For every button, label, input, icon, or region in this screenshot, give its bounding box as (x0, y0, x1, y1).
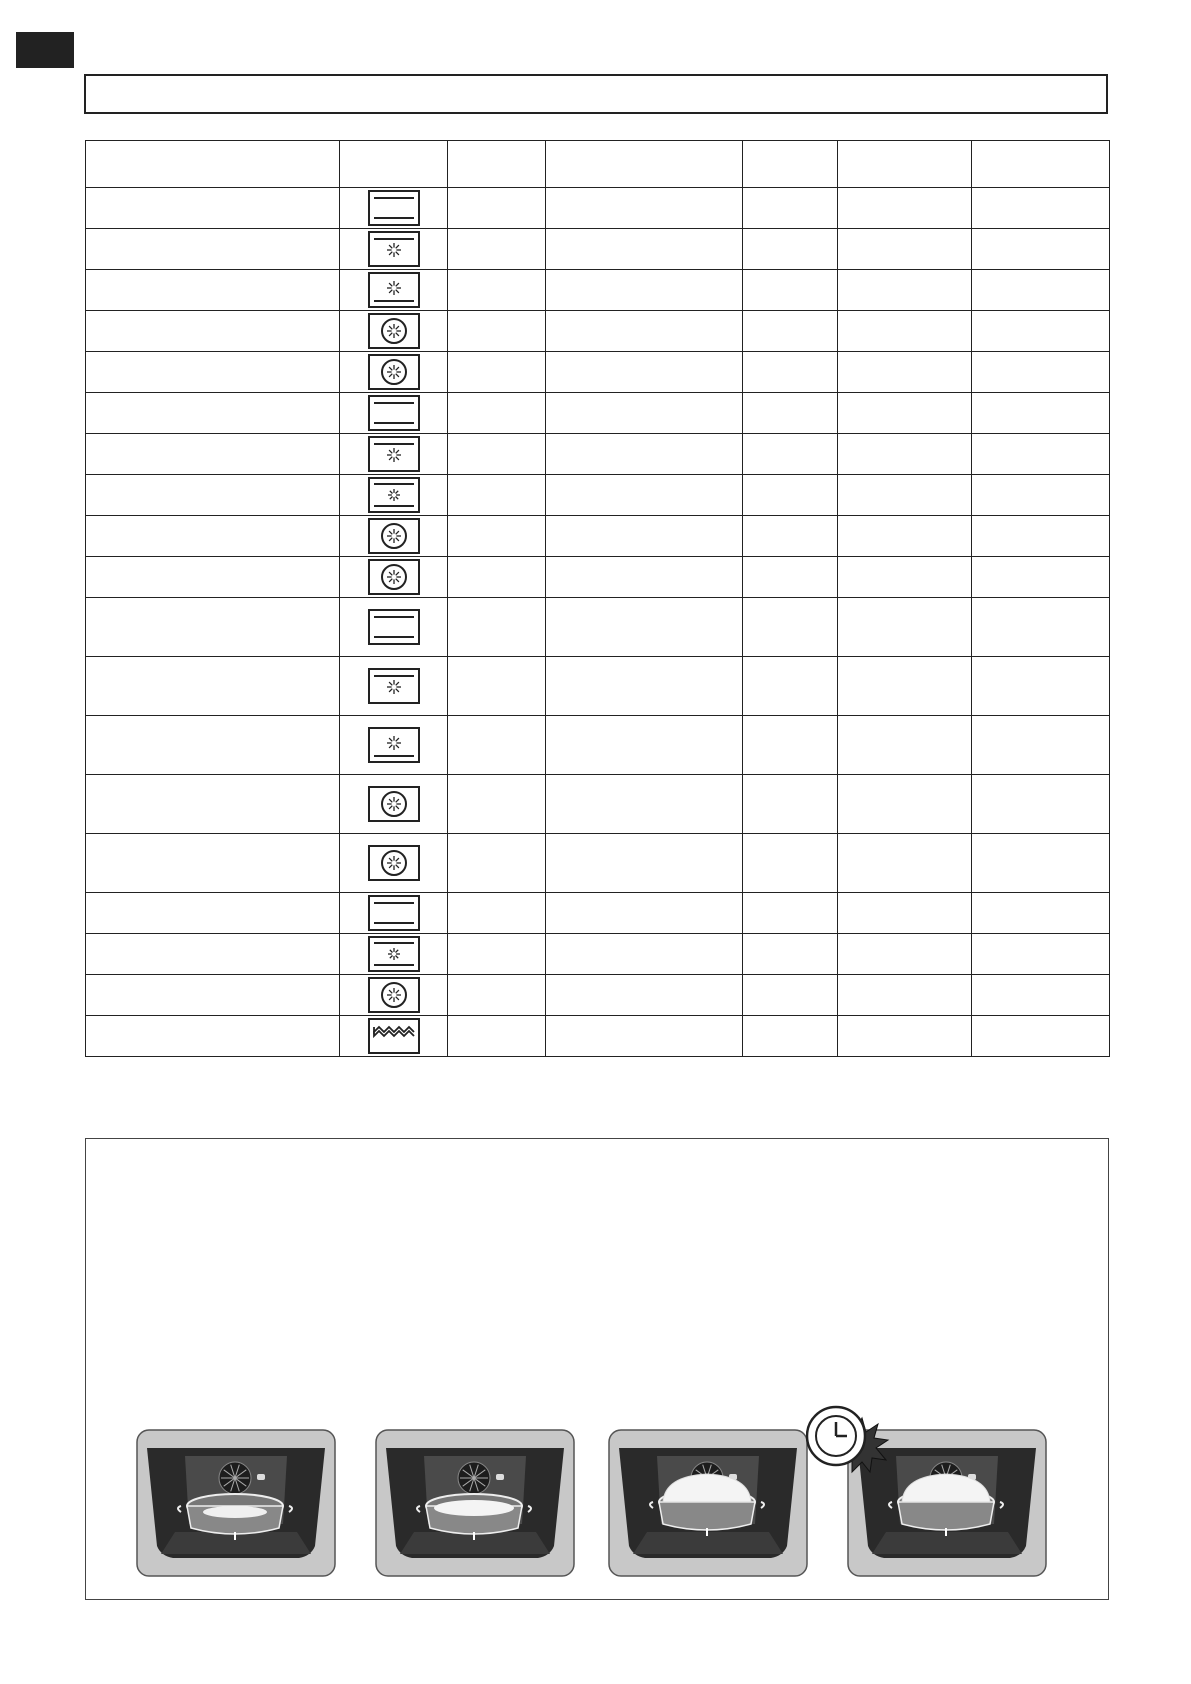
table-cell (838, 775, 972, 834)
cooking-table (85, 140, 1110, 1057)
column-header (972, 141, 1110, 188)
table-cell (743, 270, 838, 311)
table-cell (972, 393, 1110, 434)
table-cell (972, 716, 1110, 775)
table-cell (838, 270, 972, 311)
table-cell (448, 229, 546, 270)
table-cell (546, 834, 743, 893)
table-cell (86, 475, 340, 516)
table-cell (838, 598, 972, 657)
table-cell (743, 975, 838, 1016)
heating-mode-cell (340, 188, 448, 229)
table-row (86, 598, 1110, 657)
heating-mode-cell (340, 975, 448, 1016)
table-cell (838, 834, 972, 893)
table-cell (86, 557, 340, 598)
heating-mode-cell (340, 311, 448, 352)
table-cell (838, 352, 972, 393)
table-cell (546, 311, 743, 352)
table-cell (743, 475, 838, 516)
column-header (743, 141, 838, 188)
table-cell (86, 270, 340, 311)
fan-ring-icon (368, 559, 420, 595)
table-row (86, 434, 1110, 475)
table-cell (838, 188, 972, 229)
column-header (86, 141, 340, 188)
table-cell (546, 270, 743, 311)
heating-mode-cell (340, 775, 448, 834)
table-cell (838, 657, 972, 716)
table-cell (972, 893, 1110, 934)
table-cell (448, 834, 546, 893)
table-cell (86, 516, 340, 557)
table-cell (546, 188, 743, 229)
table-cell (972, 657, 1110, 716)
heating-mode-cell (340, 1016, 448, 1057)
table-cell (448, 434, 546, 475)
heating-mode-cell (340, 270, 448, 311)
table-cell (838, 393, 972, 434)
table-cell (86, 229, 340, 270)
table-cell (743, 716, 838, 775)
table-cell (972, 311, 1110, 352)
table-row (86, 475, 1110, 516)
table-cell (86, 716, 340, 775)
table-row (86, 1016, 1110, 1057)
table-cell (838, 716, 972, 775)
table-cell (972, 598, 1110, 657)
table-cell (86, 393, 340, 434)
heating-mode-cell (340, 598, 448, 657)
section-title-box (84, 74, 1108, 114)
table-cell (838, 934, 972, 975)
table-row (86, 270, 1110, 311)
table-row (86, 557, 1110, 598)
table-cell (546, 229, 743, 270)
table-cell (838, 434, 972, 475)
oven-step-3-illustration (607, 1428, 809, 1578)
table-cell (743, 352, 838, 393)
table-cell (448, 188, 546, 229)
fan-ring-icon (368, 313, 420, 349)
heating-mode-cell (340, 516, 448, 557)
oven-step-1-illustration (135, 1428, 337, 1578)
table-cell (86, 775, 340, 834)
heating-mode-cell (340, 434, 448, 475)
table-cell (546, 657, 743, 716)
top-bottom-fan-heat-icon (368, 936, 420, 972)
table-cell (86, 975, 340, 1016)
heating-mode-cell (340, 352, 448, 393)
grill-icon (368, 1018, 420, 1054)
table-row (86, 893, 1110, 934)
table-cell (448, 775, 546, 834)
table-cell (972, 188, 1110, 229)
heating-mode-cell (340, 934, 448, 975)
top-fan-heat-icon (368, 668, 420, 704)
table-cell (448, 270, 546, 311)
table-cell (86, 893, 340, 934)
table-cell (743, 516, 838, 557)
table-cell (743, 311, 838, 352)
table-cell (448, 657, 546, 716)
top-bottom-heat-icon (368, 190, 420, 226)
table-cell (743, 657, 838, 716)
top-bottom-heat-icon (368, 395, 420, 431)
table-cell (972, 934, 1110, 975)
table-cell (546, 475, 743, 516)
table-cell (448, 475, 546, 516)
table-cell (743, 434, 838, 475)
table-row (86, 657, 1110, 716)
table-cell (743, 834, 838, 893)
table-cell (838, 1016, 972, 1057)
table-cell (448, 1016, 546, 1057)
table-cell (86, 434, 340, 475)
top-bottom-heat-icon (368, 895, 420, 931)
table-cell (743, 393, 838, 434)
table-cell (743, 188, 838, 229)
heating-mode-cell (340, 834, 448, 893)
fan-ring-icon (368, 518, 420, 554)
table-row (86, 516, 1110, 557)
table-cell (448, 352, 546, 393)
table-cell (86, 311, 340, 352)
table-cell (743, 934, 838, 975)
table-cell (972, 516, 1110, 557)
table-cell (448, 311, 546, 352)
table-cell (972, 557, 1110, 598)
top-bottom-heat-icon (368, 609, 420, 645)
column-header (448, 141, 546, 188)
table-cell (448, 893, 546, 934)
table-cell (546, 975, 743, 1016)
table-cell (448, 934, 546, 975)
table-cell (448, 716, 546, 775)
table-cell (546, 516, 743, 557)
table-cell (743, 1016, 838, 1057)
column-header (340, 141, 448, 188)
table-cell (743, 775, 838, 834)
table-cell (972, 270, 1110, 311)
table-row (86, 934, 1110, 975)
heating-mode-cell (340, 557, 448, 598)
heating-mode-cell (340, 475, 448, 516)
table-cell (86, 352, 340, 393)
table-cell (546, 352, 743, 393)
table-row (86, 716, 1110, 775)
table-row (86, 975, 1110, 1016)
table-row (86, 775, 1110, 834)
heating-mode-cell (340, 716, 448, 775)
fan-ring-icon (368, 786, 420, 822)
table-header-row (86, 141, 1110, 188)
table-row (86, 393, 1110, 434)
table-cell (743, 557, 838, 598)
table-cell (448, 557, 546, 598)
heating-mode-cell (340, 893, 448, 934)
top-bottom-fan-heat-icon (368, 477, 420, 513)
timer-burst-icon (806, 1404, 890, 1476)
table-cell (546, 893, 743, 934)
table-cell (546, 557, 743, 598)
fan-ring-icon (368, 845, 420, 881)
top-fan-heat-icon (368, 436, 420, 472)
table-cell (86, 1016, 340, 1057)
bottom-fan-heat-icon (368, 272, 420, 308)
table-cell (743, 598, 838, 657)
column-header (838, 141, 972, 188)
table-cell (972, 352, 1110, 393)
table-cell (448, 598, 546, 657)
table-cell (838, 229, 972, 270)
table-cell (546, 934, 743, 975)
table-cell (743, 893, 838, 934)
fan-ring-icon (368, 977, 420, 1013)
table-cell (972, 1016, 1110, 1057)
table-cell (838, 516, 972, 557)
language-tab (16, 32, 74, 68)
table-cell (972, 475, 1110, 516)
table-cell (546, 716, 743, 775)
table-cell (448, 975, 546, 1016)
table-row (86, 229, 1110, 270)
table-cell (972, 434, 1110, 475)
table-cell (838, 475, 972, 516)
table-row (86, 188, 1110, 229)
heating-mode-cell (340, 229, 448, 270)
table-cell (972, 775, 1110, 834)
bottom-fan-heat-icon (368, 727, 420, 763)
table-row (86, 352, 1110, 393)
table-cell (838, 311, 972, 352)
table-cell (86, 657, 340, 716)
table-row (86, 311, 1110, 352)
table-cell (546, 393, 743, 434)
table-cell (972, 229, 1110, 270)
table-row (86, 834, 1110, 893)
table-cell (546, 775, 743, 834)
table-cell (743, 229, 838, 270)
table-cell (972, 834, 1110, 893)
table-cell (86, 934, 340, 975)
table-cell (86, 834, 340, 893)
heating-mode-cell (340, 657, 448, 716)
oven-step-2-illustration (374, 1428, 576, 1578)
table-cell (86, 188, 340, 229)
top-fan-heat-icon (368, 231, 420, 267)
column-header (546, 141, 743, 188)
table-cell (838, 557, 972, 598)
table-cell (448, 393, 546, 434)
table-cell (546, 1016, 743, 1057)
table-cell (972, 975, 1110, 1016)
heating-mode-cell (340, 393, 448, 434)
fan-ring-icon (368, 354, 420, 390)
table-cell (838, 893, 972, 934)
table-cell (86, 598, 340, 657)
table-cell (448, 516, 546, 557)
table-cell (838, 975, 972, 1016)
table-cell (546, 434, 743, 475)
table-cell (546, 598, 743, 657)
